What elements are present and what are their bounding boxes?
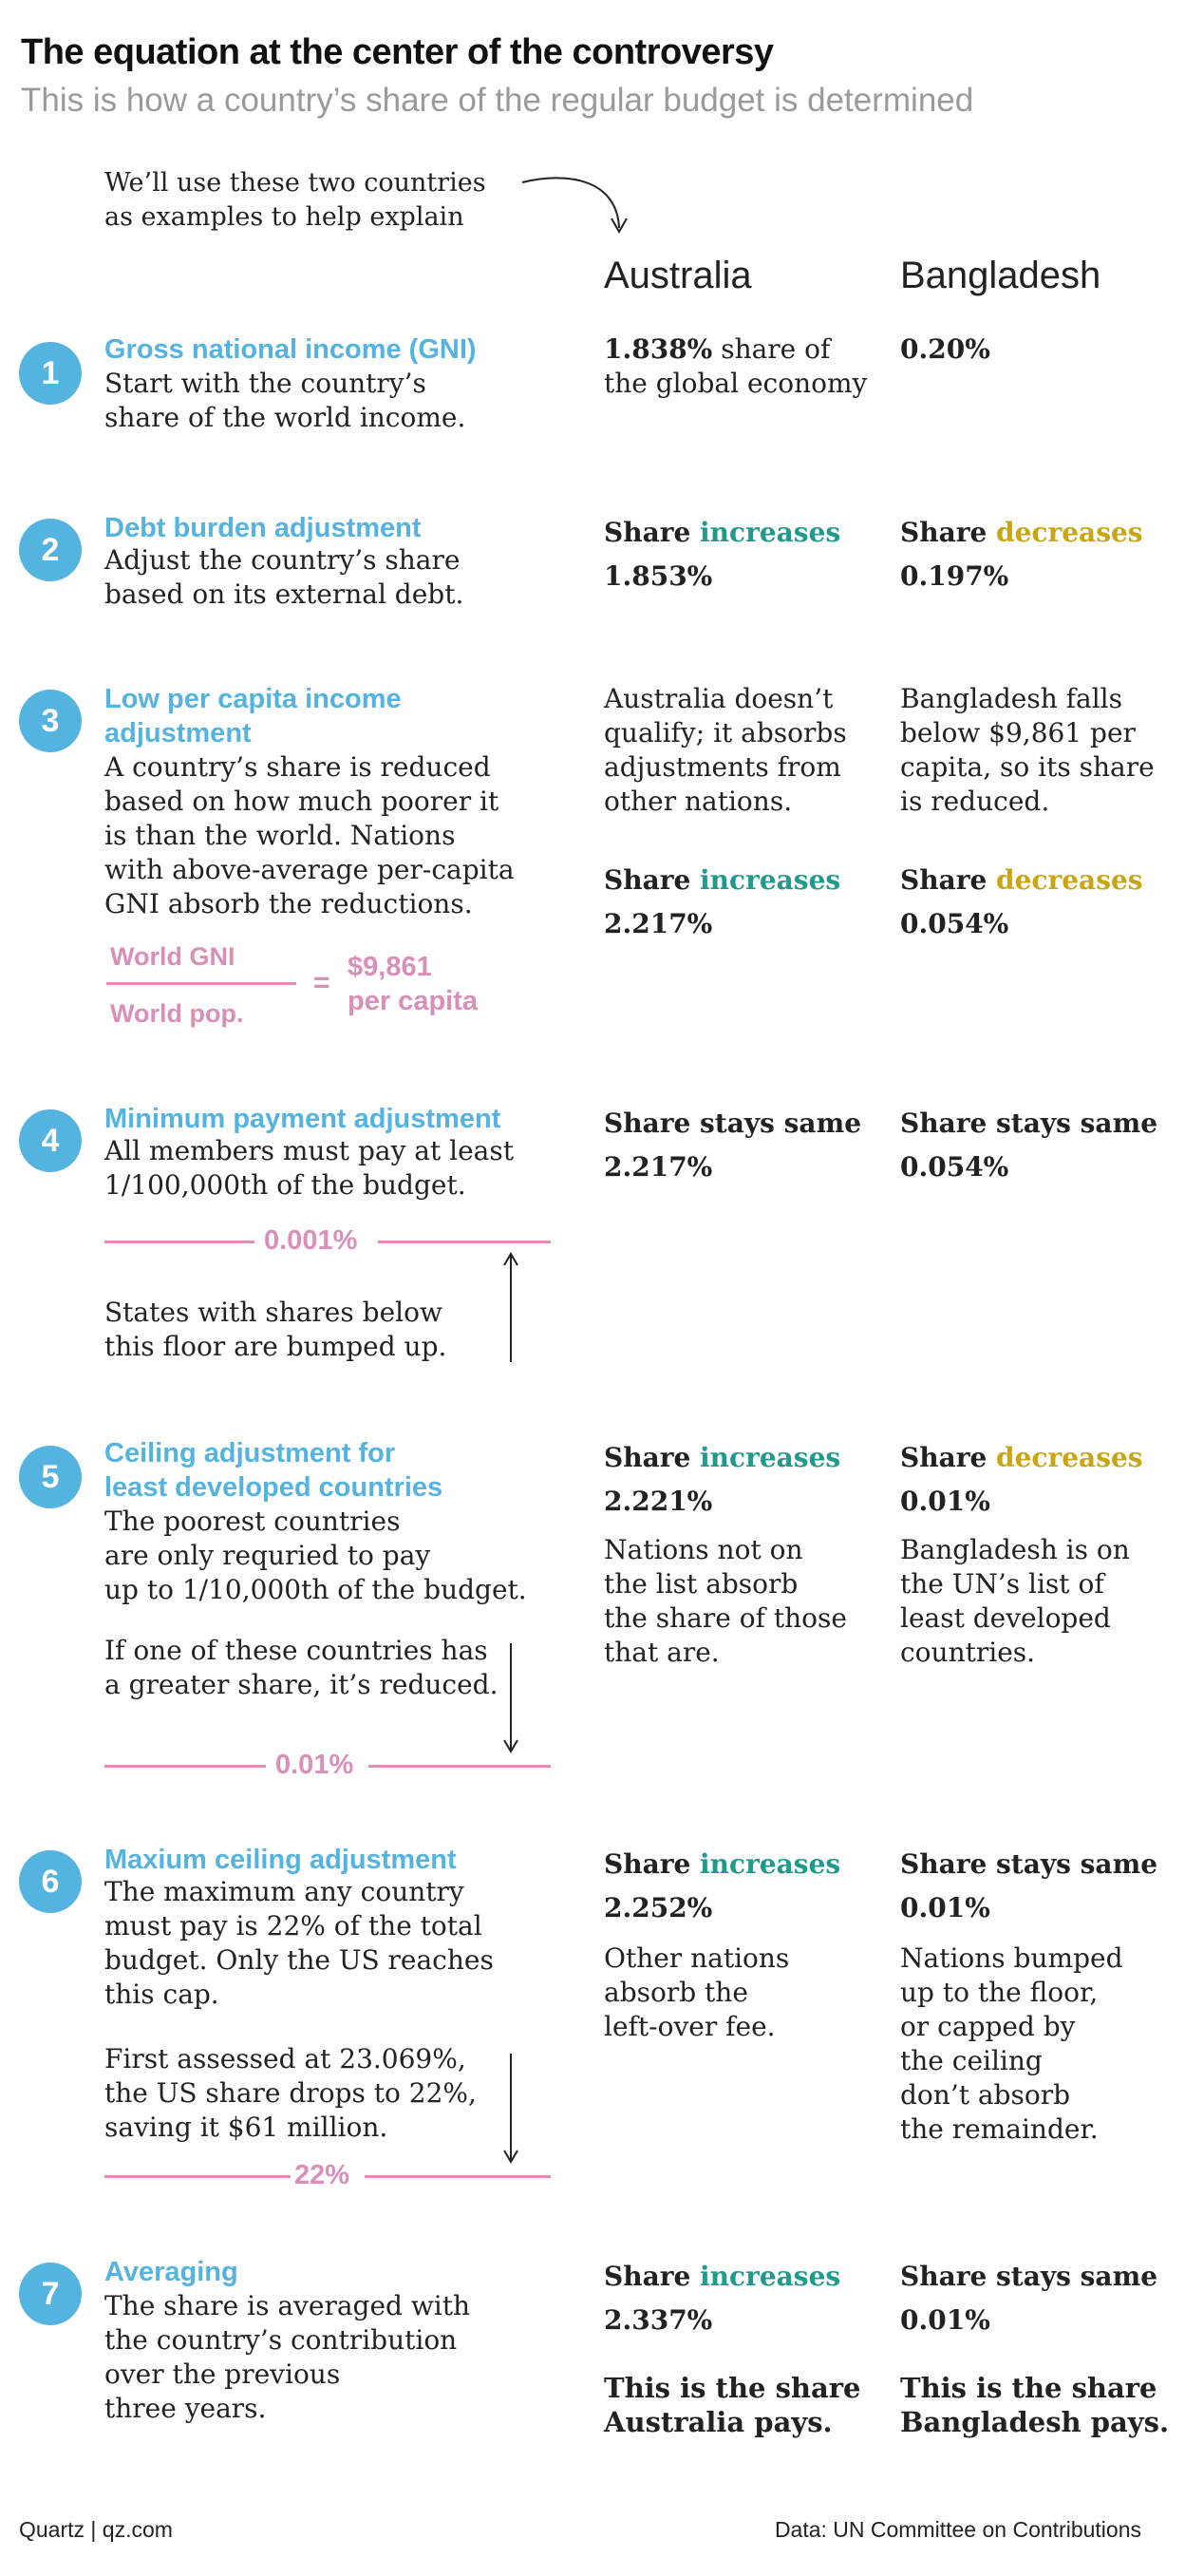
formula-numerator: World GNI <box>110 942 235 971</box>
desc-line: The poorest countries <box>104 1506 401 1537</box>
step-number-badge: 5 <box>19 1446 82 1508</box>
desc-line: three years. <box>104 2393 267 2424</box>
bangladesh-step6-note <box>900 1941 1123 2147</box>
footer-source: Data: UN Committee on Contributions <box>774 2517 1141 2542</box>
share-value: 2.221% <box>604 1486 713 1517</box>
share-value: 2.252% <box>604 1892 713 1923</box>
note-line: the ceiling <box>900 2045 1043 2076</box>
change-increases: increases <box>700 2261 841 2292</box>
title-line: adjustment <box>104 718 252 748</box>
cap-label: 22% <box>294 2160 350 2190</box>
share-value: 0.197% <box>900 560 1009 592</box>
change-increases: increases <box>700 517 841 548</box>
desc-line: share of the world income. <box>104 402 466 433</box>
desc-line: If one of these countries has <box>104 1635 488 1666</box>
down-arrow-icon <box>501 2052 520 2164</box>
step-number-badge: 4 <box>19 1109 82 1172</box>
step-title: Averaging <box>104 2257 238 2287</box>
desc-line: based on how much poorer it <box>104 786 499 817</box>
australia-step1 <box>604 332 867 401</box>
step-title <box>104 682 402 750</box>
ceiling-label: 0.01% <box>275 1750 354 1780</box>
step-description <box>104 1134 514 1203</box>
note-line: or capped by <box>900 2011 1076 2042</box>
step-description <box>104 543 463 612</box>
australia-step6-note <box>604 1941 789 2044</box>
australia-step3-note <box>604 682 847 819</box>
note-line: countries. <box>900 1637 1036 1668</box>
note-line: Other nations <box>604 1942 790 1974</box>
share-label: Share <box>900 864 988 896</box>
desc-line: this cap. <box>104 1979 219 2010</box>
note-line: the remainder. <box>900 2113 1099 2145</box>
note-line: this floor are bumped up. <box>104 1331 447 1362</box>
share-value: 1.838% <box>604 333 713 365</box>
page-subtitle: This is how a country’s share of the regular budget is determined <box>21 82 974 119</box>
note-line: the share of those <box>604 1602 847 1634</box>
floor-label: 0.001% <box>264 1225 358 1256</box>
share-status: Share stays same <box>900 1108 1158 1139</box>
step-description <box>104 1875 494 2012</box>
note-line: capita, so its share <box>900 751 1155 783</box>
change-increases: increases <box>700 1442 841 1473</box>
share-status: Share stays same <box>900 2261 1158 2292</box>
final-line: Bangladesh pays. <box>900 2406 1170 2438</box>
note-line: Bangladesh falls <box>900 683 1123 714</box>
intro-line: We’ll use these two countries <box>104 168 486 198</box>
share-value: 0.054% <box>900 908 1009 939</box>
desc-line: budget. Only the US reaches <box>104 1944 494 1976</box>
floor-note <box>104 1296 446 1364</box>
step-number-badge: 1 <box>19 342 82 405</box>
bangladesh-step1-value: 0.20% <box>900 333 990 365</box>
desc-line: Adjust the country’s share <box>104 544 461 576</box>
australia-step2 <box>604 511 840 598</box>
share-text: share of <box>712 333 831 365</box>
desc-line: 1/100,000th of the budget. <box>104 1169 466 1201</box>
title-line: Low per capita income <box>104 684 402 714</box>
note-line: below $9,861 per <box>900 717 1136 748</box>
share-label: Share <box>604 517 691 548</box>
australia-step4 <box>604 1102 861 1189</box>
formula-fraction-bar <box>106 982 296 985</box>
desc-line: must pay is 22% of the total <box>104 1910 482 1941</box>
step-description <box>104 367 465 435</box>
bangladesh-step4 <box>900 1102 1157 1189</box>
title-line: Ceiling adjustment for <box>104 1438 396 1468</box>
desc-line: The maximum any country <box>104 1876 464 1907</box>
desc-line: First assessed at 23.069%, <box>104 2043 466 2074</box>
share-label: Share <box>604 2261 691 2292</box>
bangladesh-step5-note <box>900 1533 1130 1670</box>
floor-line-left <box>104 1241 254 1243</box>
share-value: 0.054% <box>900 1151 1009 1183</box>
bangladesh-step7 <box>900 2255 1157 2342</box>
step-title: Gross national income (GNI) <box>104 334 477 365</box>
desc-line: saving it $61 million. <box>104 2112 388 2143</box>
note-line: adjustments from <box>604 751 841 783</box>
change-decreases: decreases <box>996 517 1143 548</box>
share-status: Share stays same <box>604 1108 862 1139</box>
ceiling-line-left <box>104 1765 266 1768</box>
note-line: other nations. <box>604 786 793 817</box>
share-text: the global economy <box>604 368 868 399</box>
formula-result-line: $9,861 <box>348 952 432 982</box>
column-header-bangladesh: Bangladesh <box>900 255 1101 296</box>
desc-line: up to 1/10,000th of the budget. <box>104 1574 527 1605</box>
share-label: Share <box>604 1848 691 1880</box>
title-line: least developed countries <box>104 1472 443 1503</box>
step-number-badge: 2 <box>19 519 82 581</box>
desc-line: the US share drops to 22%, <box>104 2077 477 2109</box>
australia-step5 <box>604 1436 840 1524</box>
ceiling-line-right <box>368 1765 551 1768</box>
australia-step5-note <box>604 1533 847 1670</box>
page-title: The equation at the center of the controversy <box>21 32 774 72</box>
cap-line-left <box>104 2175 291 2178</box>
formula-result-line: per capita <box>348 986 478 1016</box>
change-decreases: decreases <box>996 864 1143 896</box>
share-value: 1.853% <box>604 560 713 592</box>
step-number-badge: 3 <box>19 690 82 752</box>
australia-step3 <box>604 859 840 946</box>
desc-line: over the previous <box>104 2358 341 2390</box>
share-label: Share <box>604 864 691 896</box>
note-line: that are. <box>604 1637 720 1668</box>
column-header-australia: Australia <box>604 255 752 296</box>
note-line: least developed <box>900 1602 1111 1634</box>
desc-line: The share is averaged with <box>104 2290 471 2321</box>
step-title <box>104 1436 442 1505</box>
note-line: up to the floor, <box>900 1977 1099 2008</box>
share-value: 2.337% <box>604 2304 713 2336</box>
step-title: Maxium ceiling adjustment <box>104 1845 457 1875</box>
note-line: Nations bumped <box>900 1942 1123 1974</box>
bangladesh-step6 <box>900 1843 1157 1930</box>
step-description <box>104 2289 470 2426</box>
note-line: is reduced. <box>900 786 1050 817</box>
desc-line: with above-average per-capita <box>104 854 515 885</box>
desc-line: A country’s share is reduced <box>104 751 491 783</box>
bangladesh-step2 <box>900 511 1143 598</box>
up-arrow-icon <box>501 1252 520 1364</box>
australia-final-share <box>604 2371 861 2439</box>
note-line: Bangladesh is on <box>900 1534 1130 1565</box>
note-line: left-over fee. <box>604 2011 776 2042</box>
note-line: the UN’s list of <box>900 1568 1104 1600</box>
step-description <box>104 750 515 921</box>
note-line: qualify; it absorbs <box>604 717 847 748</box>
change-increases: increases <box>700 864 841 896</box>
share-value: 2.217% <box>604 908 713 939</box>
step-description-secondary <box>104 1634 498 1702</box>
desc-line: GNI absorb the reductions. <box>104 888 473 919</box>
desc-line: All members must pay at least <box>104 1135 514 1166</box>
footer-credit: Quartz | qz.com <box>19 2517 173 2542</box>
share-value: 0.01% <box>900 1486 990 1517</box>
cap-line-right <box>365 2175 551 2178</box>
desc-line: Start with the country’s <box>104 368 426 399</box>
down-arrow-icon <box>501 1641 520 1753</box>
final-line: This is the share <box>604 2372 861 2404</box>
curved-arrow-icon <box>513 171 627 247</box>
desc-line: the country’s contribution <box>104 2324 458 2356</box>
bangladesh-step5 <box>900 1436 1143 1524</box>
desc-line: based on its external debt. <box>104 578 464 610</box>
note-line: Nations not on <box>604 1534 803 1565</box>
formula-denominator: World pop. <box>110 999 244 1028</box>
share-value: 2.217% <box>604 1151 713 1183</box>
note-line: the list absorb <box>604 1568 799 1600</box>
australia-step6 <box>604 1843 840 1930</box>
step-title: Debt burden adjustment <box>104 513 422 543</box>
bangladesh-step3 <box>900 859 1143 946</box>
bangladesh-step3-note <box>900 682 1155 819</box>
formula-result <box>348 950 478 1018</box>
bangladesh-final-share <box>900 2371 1169 2439</box>
step-description-secondary <box>104 2042 477 2145</box>
intro-line: as examples to help explain <box>104 202 464 232</box>
final-line: Australia pays. <box>604 2406 833 2438</box>
share-value: 0.01% <box>900 2304 990 2336</box>
note-line: States with shares below <box>104 1297 442 1328</box>
formula-equals: = <box>313 967 330 998</box>
step-number-badge: 6 <box>19 1850 82 1913</box>
desc-line: are only requried to pay <box>104 1540 431 1571</box>
step-number-badge: 7 <box>19 2263 82 2325</box>
share-label: Share <box>900 517 988 548</box>
share-label: Share <box>900 1442 988 1473</box>
share-value: 0.01% <box>900 1892 990 1923</box>
final-line: This is the share <box>900 2372 1157 2404</box>
desc-line: is than the world. Nations <box>104 820 456 851</box>
share-status: Share stays same <box>900 1848 1158 1880</box>
note-line: Australia doesn’t <box>604 683 834 714</box>
australia-step7 <box>604 2255 840 2342</box>
intro-text <box>104 166 486 235</box>
change-decreases: decreases <box>996 1442 1143 1473</box>
step-title: Minimum payment adjustment <box>104 1104 501 1134</box>
change-increases: increases <box>700 1848 841 1880</box>
desc-line: a greater share, it’s reduced. <box>104 1669 498 1700</box>
step-description <box>104 1505 527 1607</box>
floor-line-right <box>378 1241 551 1243</box>
note-line: don’t absorb <box>900 2079 1071 2111</box>
note-line: absorb the <box>604 1977 748 2008</box>
share-label: Share <box>604 1442 691 1473</box>
